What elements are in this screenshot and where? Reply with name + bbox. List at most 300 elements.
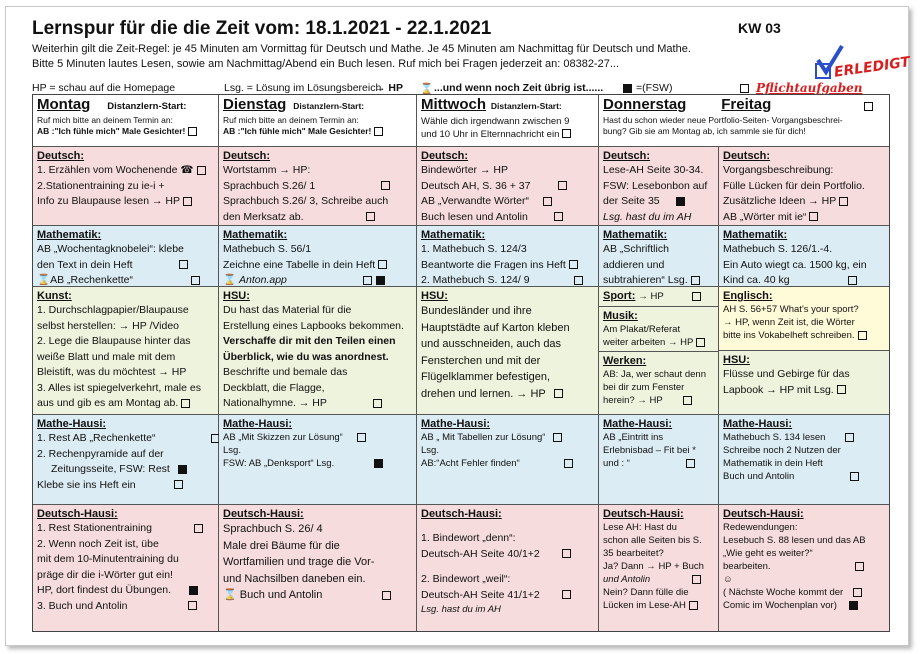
task-checkbox <box>543 197 552 206</box>
time-rule-line: Weiterhin gilt die Zeit-Regel: je 45 Minuten am Vormittag für Deutsch und Mathe. Je 45 Minuten am Nachmittag für Deutsch und Mathe. <box>32 43 691 55</box>
task-checkbox <box>839 197 848 206</box>
subject-heading: Deutsch-Hausi: <box>223 508 304 520</box>
deutschhausi-mittwoch <box>417 505 599 631</box>
task-text: Mathebuch S. 134 lesen <box>723 432 826 443</box>
deutschhausi-montag <box>33 505 219 631</box>
subject-heading: Mathematik: <box>723 229 788 241</box>
task-text: bearbeiten. <box>723 561 771 572</box>
task-text: AB „Verwandte Wörter“ <box>421 195 529 207</box>
task-checkbox <box>553 433 562 442</box>
task-text: Kind ca. 40 kg <box>723 274 790 286</box>
subject-heading: Sport: <box>603 290 636 302</box>
task-text: Deckblatt, die Flagge, <box>223 381 325 394</box>
task-checkbox <box>689 601 698 610</box>
day-name-mittwoch: Mittwoch <box>421 96 486 113</box>
task-text: Bundesländer und ihre <box>421 305 532 317</box>
task-text: Male drei Bäume für die <box>223 539 340 552</box>
task-text: Ruf mich bitte an deinem Termin an: <box>37 114 173 125</box>
task-text: Anton.app <box>239 274 287 286</box>
mathe-freitag <box>719 226 889 287</box>
legend-time: ...und wenn noch Zeit übrig ist...... <box>434 82 604 94</box>
task-text <box>421 128 594 141</box>
task-text: Deutsch-AH Seite 41/1+2 <box>421 588 540 601</box>
task-text: der Seite 35 <box>603 195 660 207</box>
fsw-checkbox <box>849 601 858 610</box>
task-text: AB: Ja, wer schaut denn <box>603 369 706 380</box>
fsw-checkbox <box>676 197 685 206</box>
task-text: ( Nächste Woche kommt der <box>723 587 844 598</box>
task-text: bitte ins Vokabelheft schreiben. <box>723 330 855 341</box>
fsw-checkbox <box>178 465 187 474</box>
task-checkbox <box>197 166 206 175</box>
task-text: Fülle Lücken für dein Portfolio. <box>723 179 865 192</box>
task-text: und Antolin <box>603 574 651 585</box>
mathehausi-donnerstag <box>599 415 719 505</box>
task-text <box>603 394 714 407</box>
task-checkbox <box>692 575 701 584</box>
task-text: 1. Durchschlagpapier/Blaupause <box>37 304 189 316</box>
task-text: Erstellung eines Lapbooks bekommen. <box>223 319 404 332</box>
week-grid <box>32 94 890 632</box>
task-checkbox <box>357 433 366 442</box>
task-text: 3. Alles ist spiegelverkehrt, male es <box>37 381 201 394</box>
task-text <box>37 194 214 210</box>
task-text: AB „Wörter mit ie“ <box>723 210 807 223</box>
task-checkbox <box>845 433 854 442</box>
week-number: KW 03 <box>738 20 781 36</box>
task-text: 1. Erzählen vom Wochenende <box>37 164 178 176</box>
task-text <box>723 194 885 210</box>
task-text <box>37 431 214 447</box>
task-text: addieren und <box>603 258 665 271</box>
task-text: AB „Schriftlich <box>603 243 669 255</box>
task-checkbox <box>366 212 375 221</box>
task-text: Am Plakat/Referat <box>603 324 681 335</box>
subject-heading: Mathematik: <box>223 229 288 241</box>
task-text: 1. Rest Stationentraining <box>37 522 152 534</box>
day-header-mittwoch <box>417 95 599 147</box>
task-text <box>421 431 594 444</box>
task-text: 2. Rechenpyramide auf der <box>37 447 164 460</box>
task-text: Hast du schon wieder neue Portfolio-Seiten- Vorgangsbeschrei- <box>603 114 843 125</box>
mathehausi-freitag <box>719 415 889 505</box>
task-text: Deutsch AH, S. 36 + 37 <box>421 179 531 192</box>
deutschhausi-dienstag <box>219 505 417 631</box>
subject-heading: Mathe-Hausi: <box>723 418 793 430</box>
task-text: AH S. 56+57 What's your sport? <box>723 304 859 315</box>
subject-heading: Deutsch: <box>603 150 651 162</box>
task-checkbox <box>569 260 578 269</box>
task-text: Distanzlern-Start: <box>293 101 365 111</box>
fsw-checkbox <box>374 459 383 468</box>
task-text: Zeitungsseite, FSW: Rest <box>51 463 170 475</box>
task-text: Wortstamm → HP: <box>223 164 311 176</box>
subject-heading: Deutsch: <box>37 150 85 162</box>
hourglass-icon: ⌛ <box>223 274 237 286</box>
task-text: Deutsch-AH Seite 40/1+2 <box>421 547 540 560</box>
day-name-donnerstag: Donnerstag <box>603 96 687 113</box>
task-checkbox <box>837 385 846 394</box>
task-text: Ja? Dann → HP + Buch <box>603 561 704 572</box>
subject-heading: Deutsch-Hausi: <box>723 508 804 520</box>
task-checkbox <box>554 212 563 221</box>
task-checkbox <box>809 212 818 221</box>
task-text: Beschrifte und bemale das <box>223 366 348 378</box>
task-text: FSW: AB „Denksport“ Lsg. <box>223 458 335 469</box>
task-text: Mathebuch S. 126/1.-4. <box>723 243 833 255</box>
task-text: Lücken im Lese-AH <box>603 600 686 611</box>
task-text <box>223 258 412 274</box>
task-checkbox <box>858 331 867 340</box>
subject-heading: HSU: <box>421 290 448 302</box>
legend-pflicht: Pflichtaufgaben <box>756 81 863 95</box>
task-checkbox <box>363 276 372 285</box>
mathe-donnerstag <box>599 226 719 287</box>
task-text <box>37 521 214 537</box>
task-text: 1. Bindewort „denn“: <box>421 532 516 544</box>
mathehausi-montag <box>33 415 219 505</box>
task-text: Buch und Antolin <box>236 589 323 601</box>
task-text: 3. Buch und Antolin <box>37 599 128 612</box>
task-text: AB:“Acht Fehler finden“ <box>421 458 520 469</box>
task-text: Lese-AH Seite 30-34. <box>603 164 704 176</box>
kunst-montag <box>33 287 219 415</box>
task-text <box>723 383 885 399</box>
task-text <box>223 431 412 444</box>
hourglass-icon: ⌛ <box>37 274 51 286</box>
subject-heading: Musik: <box>603 310 638 322</box>
subject-heading: Mathe-Hausi: <box>37 418 107 430</box>
reading-line: Bitte 5 Minuten lautes Lesen, sowie am Nachmittag/Abend ein Buch lesen. Ruf mich bei Fragen jederzeit an: 08382-27... <box>32 58 620 70</box>
task-text: aus und gib es am Montag ab. <box>37 397 179 409</box>
task-text <box>223 210 412 226</box>
subject-heading: Mathematik: <box>37 229 102 241</box>
legend-fsw: =(FSW) <box>636 82 673 94</box>
task-checkbox <box>686 459 695 468</box>
task-text: Flüsse und Gebirge für das <box>723 368 850 380</box>
task-checkbox <box>381 181 390 190</box>
task-checkbox <box>574 276 583 285</box>
task-text: Info zu Blaupause lesen → HP <box>37 195 181 207</box>
task-text: Flügelklammer befestigen, <box>421 371 551 383</box>
task-text: Nationalhymne. → HP <box>223 397 327 409</box>
task-checkbox <box>558 181 567 190</box>
task-text <box>223 587 412 604</box>
mathe-montag <box>33 226 219 287</box>
task-checkbox <box>179 260 188 269</box>
task-text: subtrahieren“ Lsg. <box>603 274 688 286</box>
task-text: → HP, wenn Zeit ist, die Wörter <box>723 317 855 328</box>
task-checkbox <box>183 197 192 206</box>
task-checkbox <box>174 480 183 489</box>
task-text: weiße Blatt und male mit dem <box>37 350 176 363</box>
task-text: Lsg. hast du im AH <box>603 210 692 223</box>
task-text: und : “ <box>603 458 630 469</box>
task-text: AB „Mit Skizzen zur Lösung“ <box>223 432 343 443</box>
task-text: Redewendungen: <box>723 522 798 533</box>
task-text <box>37 537 214 553</box>
task-text <box>723 470 885 483</box>
deutsch-dienstag <box>219 147 417 226</box>
werken-donnerstag <box>599 352 719 415</box>
subject-heading: Deutsch: <box>723 150 771 162</box>
subject-heading: Deutsch: <box>223 150 271 162</box>
subject-heading: Deutsch-Hausi: <box>421 508 502 520</box>
task-text <box>223 179 412 195</box>
task-text <box>223 126 412 137</box>
task-text <box>37 396 214 412</box>
hsu-freitag <box>719 351 889 415</box>
task-text: 35 bearbeitet? <box>603 548 664 559</box>
day-header-donnerstag-freitag <box>599 95 889 147</box>
subject-heading: Mathematik: <box>421 229 486 241</box>
task-checkbox <box>373 399 382 408</box>
mathe-mittwoch <box>417 226 599 287</box>
task-text: Distanzlern-Start: <box>107 101 187 112</box>
task-text: AB „Rechenkette“ <box>50 274 133 286</box>
deutsch-montag <box>33 147 219 226</box>
task-text: und ausschneiden, auch das <box>421 338 562 350</box>
deutschhausi-freitag <box>719 505 889 631</box>
task-text: Lesebuch S. 88 lesen und das AB <box>723 535 866 546</box>
task-checkbox <box>855 562 864 571</box>
task-checkbox <box>554 389 563 398</box>
task-text <box>723 329 885 342</box>
task-text: 2. Wenn noch Zeit ist, übe <box>37 537 159 550</box>
task-text: Lsg. <box>421 445 439 456</box>
subject-heading: Werken: <box>603 355 647 367</box>
task-checkbox <box>562 549 571 558</box>
subject-heading: Englisch: <box>723 290 773 302</box>
smiley-icon: ☺ <box>723 574 733 585</box>
task-text: Buch und Antolin <box>723 471 795 482</box>
task-text: Du hast das Material für die <box>223 304 352 316</box>
task-checkbox <box>864 102 873 111</box>
task-text <box>603 336 714 349</box>
task-text: AB :"Ich fühle mich" Male Gesichter! <box>223 125 372 136</box>
task-text <box>37 462 214 478</box>
task-text: den Text in dein Heft <box>37 258 133 271</box>
task-text <box>421 194 594 210</box>
legend-hp-arrow: → HP <box>375 82 404 94</box>
task-text <box>723 560 885 573</box>
task-text: schon alle Seiten bis S. <box>603 535 702 546</box>
task-checkbox <box>181 399 190 408</box>
task-text <box>421 163 594 179</box>
subject-heading: Mathematik: <box>603 229 668 241</box>
hsu-mittwoch <box>417 287 599 415</box>
task-text: Schreibe noch 2 Nutzen der <box>723 445 841 456</box>
task-text: 1. Rest AB „Rechenkette“ <box>37 432 156 444</box>
task-text <box>603 194 714 210</box>
task-text: Erlebnisbad – Fit bei * <box>603 445 696 456</box>
stamp-text: ERLEDIGT <box>833 54 912 81</box>
task-text <box>421 210 594 226</box>
task-text: AB „Eintritt ins <box>603 432 664 443</box>
task-text <box>37 478 214 494</box>
task-text: HP, dort findest du Übungen. <box>37 584 172 596</box>
task-text: den Merksatz ab. <box>223 210 304 223</box>
task-text: bung? Gib sie am Montag ab, ich sammle sie für dich! <box>603 125 806 136</box>
subject-heading: Deutsch-Hausi: <box>603 508 684 520</box>
task-text: Beantworte die Fragen ins Heft <box>421 258 566 271</box>
task-checkbox <box>378 260 387 269</box>
task-text: Mathebuch S. 56/1 <box>223 243 312 255</box>
task-text: weiter arbeiten → HP <box>603 337 694 348</box>
deutsch-mittwoch <box>417 147 599 226</box>
deutschhausi-donnerstag <box>599 505 719 631</box>
task-text: Lsg. <box>223 445 241 456</box>
task-text <box>603 573 714 586</box>
subject-heading: HSU: <box>223 290 250 302</box>
task-checkbox <box>562 129 571 138</box>
legend-pflicht-box <box>737 82 749 94</box>
task-text: präge dir die i-Wörter gut ein! <box>37 568 173 581</box>
task-text <box>723 210 885 226</box>
subject-heading: HSU: <box>723 354 750 366</box>
task-checkbox <box>853 588 862 597</box>
task-text <box>37 599 214 615</box>
task-checkbox <box>692 292 701 301</box>
task-text <box>421 386 594 403</box>
task-checkbox <box>850 472 859 481</box>
task-text: Lsg. hast du im AH <box>421 604 501 615</box>
task-text: Fensterchen und mit der <box>421 354 541 367</box>
task-text: Mathematik in dein Heft <box>723 458 823 469</box>
day-name-dienstag: Dienstag <box>223 96 287 113</box>
task-checkbox <box>194 524 203 533</box>
englisch-freitag <box>719 287 889 351</box>
task-text <box>421 547 594 563</box>
task-text <box>723 586 885 599</box>
task-checkbox <box>691 276 700 285</box>
task-checkbox <box>683 396 692 405</box>
task-text: und 10 Uhr in Elternnachricht ein <box>421 128 560 140</box>
task-text: Buch lesen und Antolin <box>421 210 528 223</box>
deutsch-donnerstag <box>599 147 719 226</box>
task-text <box>421 258 594 274</box>
task-text: Zeichne eine Tabelle in dein Heft <box>223 258 376 271</box>
musik-donnerstag <box>599 307 719 352</box>
task-text: 2. Lege die Blaupause hinter das <box>37 335 191 347</box>
task-text: Klebe sie ins Heft ein <box>37 478 136 491</box>
mathehausi-mittwoch <box>417 415 599 505</box>
task-text <box>603 599 714 612</box>
deutsch-freitag <box>719 147 889 226</box>
task-text: Lapbook → HP mit Lsg. <box>723 383 834 396</box>
subject-heading: Mathe-Hausi: <box>421 418 491 430</box>
task-checkbox <box>848 276 857 285</box>
task-text: Ruf mich bitte an deinem Termin an: <box>223 114 359 125</box>
hsu-dienstag <box>219 287 417 415</box>
task-text: Sprachbuch S.26/ 1 <box>223 179 316 192</box>
legend-lsg: Lsg. = Lösung im Lösungsbereich <box>224 82 382 94</box>
task-text: → HP <box>638 291 664 302</box>
task-text: Wortfamilien und trage die Vor- <box>223 556 375 568</box>
day-header-dienstag <box>219 95 417 147</box>
task-text: Sprachbuch S.26/ 3, Schreibe auch <box>223 195 389 207</box>
task-text: Distanzlern-Start: <box>490 101 562 111</box>
task-text: AB :"Ich fühle mich" Male Gesichter! <box>37 125 186 136</box>
task-text: 2.Stationentraining zu ie-i + <box>37 179 165 192</box>
task-text: mit dem 10-Minutentraining du <box>37 553 179 565</box>
task-text: 2. Bindewort „weil“: <box>421 573 511 585</box>
task-text <box>37 583 214 599</box>
task-checkbox <box>562 590 571 599</box>
task-text <box>37 163 214 179</box>
day-name-freitag: Freitag <box>721 96 772 113</box>
task-checkbox <box>382 591 391 600</box>
task-checkbox <box>696 338 705 347</box>
task-text <box>723 599 885 612</box>
task-text: drehen und lernen. → HP <box>421 387 546 400</box>
task-checkbox <box>374 127 383 136</box>
mathe-dienstag <box>219 226 417 287</box>
task-text: Nein? Dann fülle die <box>603 587 689 598</box>
task-text: und Nachsilben daneben ein. <box>223 572 366 585</box>
task-text: 2. Mathebuch S. 124/ 9 <box>421 274 530 286</box>
day-name-montag: Montag <box>37 96 91 113</box>
task-text <box>421 457 594 470</box>
page-title: Lernspur für die die Zeit vom: 18.1.2021 - 22.1.2021 <box>32 18 492 39</box>
task-text: selbst herstellen: → HP /Video <box>37 319 180 332</box>
task-checkbox <box>188 601 197 610</box>
task-text <box>37 126 214 137</box>
task-text: herein? → HP <box>603 395 663 406</box>
task-text: bei dir zum Fenster <box>603 382 685 393</box>
subject-heading: Mathe-Hausi: <box>223 418 293 430</box>
task-text: Comic im Wochenplan vor) <box>723 600 837 611</box>
task-text: 1. Mathebuch S. 124/3 <box>421 243 527 255</box>
task-text: AB „ Mit Tabellen zur Lösung“ <box>421 432 546 443</box>
task-text <box>223 457 412 470</box>
subject-heading: Deutsch: <box>421 150 469 162</box>
legend-fsw-box <box>620 82 632 94</box>
task-checkbox <box>188 127 197 136</box>
day-header-montag <box>33 95 219 147</box>
fsw-checkbox <box>189 586 198 595</box>
task-text <box>421 179 594 195</box>
subject-heading: Kunst: <box>37 290 72 302</box>
task-text: Bindewörter → HP <box>421 164 508 176</box>
task-text: Zusätzliche Ideen → HP <box>723 195 837 207</box>
task-text: AB „Wochentagknobelei“: klebe <box>37 243 184 255</box>
task-checkbox <box>191 276 200 285</box>
hourglass-icon: ⌛ <box>420 83 434 95</box>
mathehausi-dienstag <box>219 415 417 505</box>
hourglass-icon: ⌛ <box>223 589 237 601</box>
task-text <box>421 588 594 604</box>
task-text: Hauptstädte auf Karton kleben <box>421 321 570 334</box>
fsw-checkbox <box>376 276 385 285</box>
task-text: Überblick, wie du was anordnest. <box>223 350 389 363</box>
task-text: Lese AH: Hast du <box>603 522 677 533</box>
task-text <box>223 396 412 412</box>
task-text <box>723 431 885 444</box>
task-text: Wähle dich irgendwann zwischen 9 <box>421 115 570 127</box>
phone-icon: ☎ <box>180 164 194 176</box>
task-checkbox <box>564 459 573 468</box>
sport-donnerstag <box>599 287 719 307</box>
task-text: Bleistift, was du möchtest → HP <box>37 366 187 378</box>
task-text: Vorgangsbeschreibung: <box>723 164 834 176</box>
task-text: Ein Auto wiegt ca. 1500 kg, ein <box>723 258 867 271</box>
task-text: Sprachbuch S. 26/ 4 <box>223 523 323 535</box>
task-text <box>603 457 714 470</box>
task-text <box>37 258 214 274</box>
subject-heading: Mathe-Hausi: <box>603 418 673 430</box>
subject-heading: Deutsch-Hausi: <box>37 508 118 520</box>
